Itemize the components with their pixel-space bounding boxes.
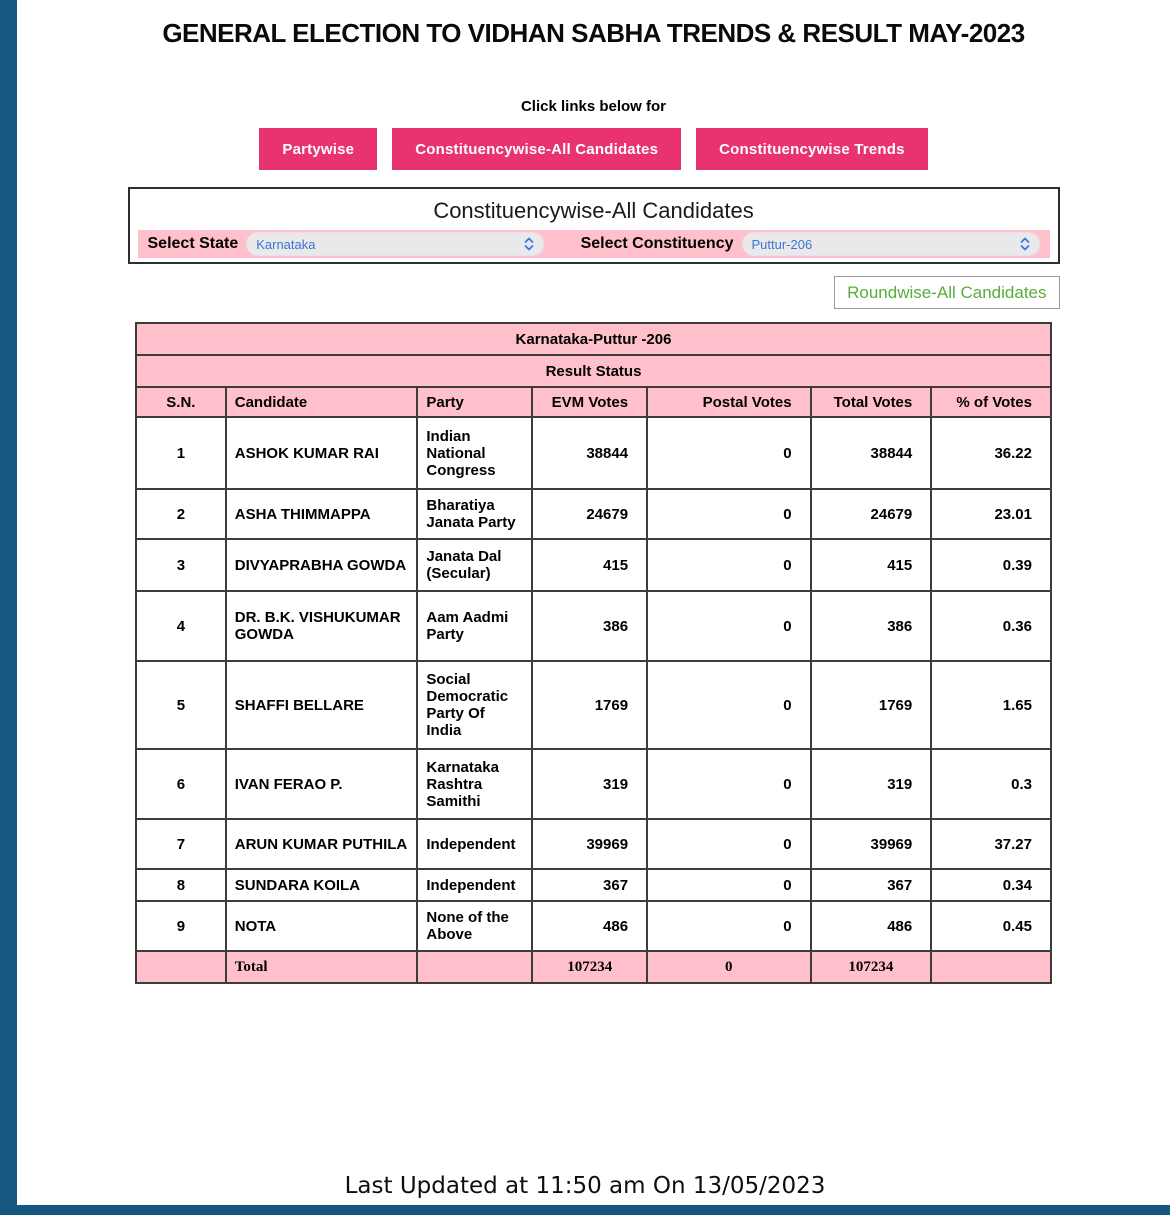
cell-party: Indian National Congress: [417, 417, 532, 489]
select-state-label: Select State: [147, 235, 239, 252]
cell-evm-votes: 39969: [532, 819, 647, 869]
cell-candidate: DR. B.K. VISHUKUMAR GOWDA: [226, 591, 418, 661]
cell-candidate: SUNDARA KOILA: [226, 869, 418, 901]
cell-party: Independent: [417, 819, 532, 869]
column-header-row: [136, 387, 1051, 417]
cell-sn: 3: [136, 539, 226, 591]
state-select-value: Karnataka: [256, 236, 316, 252]
cell-pct-votes: 0.34: [931, 869, 1051, 901]
cell-pct-votes: 0.3: [931, 749, 1051, 819]
cell-party: Bharatiya Janata Party: [417, 489, 532, 539]
cell-pct-votes: 1.65: [931, 661, 1051, 749]
bottom-accent-bar: [0, 1205, 1170, 1215]
cell-total-votes: 24679: [811, 489, 932, 539]
table-row: [136, 819, 1051, 869]
constituency-select[interactable]: [742, 232, 1040, 256]
cell-postal-votes: 0: [647, 417, 810, 489]
cell-postal-votes: 0: [647, 749, 810, 819]
total-pct-cell: [931, 951, 1051, 983]
chevron-up-down-icon: [1020, 236, 1030, 252]
cell-total-votes: 39969: [811, 819, 932, 869]
cell-postal-votes: 0: [647, 489, 810, 539]
click-links-caption: Click links below for: [520, 98, 667, 115]
cell-total-votes: 38844: [811, 417, 932, 489]
cell-sn: 4: [136, 591, 226, 661]
table-title-row: [136, 323, 1051, 355]
cell-evm-votes: 367: [532, 869, 647, 901]
total-evm-votes: 107234: [532, 951, 647, 983]
total-label: Total: [226, 951, 418, 983]
cell-total-votes: 367: [811, 869, 932, 901]
result-rows: [136, 417, 1051, 951]
table-title: Karnataka-Puttur -206: [136, 323, 1051, 355]
cell-postal-votes: 0: [647, 819, 810, 869]
cell-party: Karnataka Rashtra Samithi: [417, 749, 532, 819]
cell-sn: 2: [136, 489, 226, 539]
cell-candidate: IVAN FERAO P.: [226, 749, 418, 819]
cell-pct-votes: 36.22: [931, 417, 1051, 489]
cell-candidate: NOTA: [226, 901, 418, 951]
total-sn-cell: [136, 951, 226, 983]
cell-sn: 6: [136, 749, 226, 819]
cell-pct-votes: 23.01: [931, 489, 1051, 539]
cell-pct-votes: 37.27: [931, 819, 1051, 869]
col-header-evm-votes: EVM Votes: [532, 387, 647, 417]
constituencywise-trends-button[interactable]: Constituencywise Trends: [696, 128, 927, 170]
cell-pct-votes: 0.45: [931, 901, 1051, 951]
selection-panel: [128, 187, 1060, 264]
col-header-postal-votes: Postal Votes: [647, 387, 810, 417]
page-title: GENERAL ELECTION TO VIDHAN SABHA TRENDS & RESULT MAY-2023: [162, 18, 1025, 48]
cell-total-votes: 386: [811, 591, 932, 661]
constituency-select-value: Puttur-206: [751, 236, 813, 252]
col-header-pct-votes: % of Votes: [931, 387, 1051, 417]
col-header-total-votes: Total Votes: [811, 387, 932, 417]
constituencywise-all-candidates-button[interactable]: Constituencywise-All Candidates: [392, 128, 681, 170]
table-row: [136, 869, 1051, 901]
cell-postal-votes: 0: [647, 539, 810, 591]
total-party-cell: [417, 951, 532, 983]
table-row: [136, 591, 1051, 661]
cell-evm-votes: 486: [532, 901, 647, 951]
cell-sn: 9: [136, 901, 226, 951]
result-status-row: [136, 355, 1051, 387]
result-table: [135, 322, 1052, 984]
table-row: [136, 901, 1051, 951]
cell-party: Janata Dal (Secular): [417, 539, 532, 591]
col-header-sn: S.N.: [136, 387, 226, 417]
cell-party: Social Democratic Party Of India: [417, 661, 532, 749]
result-status-label: Result Status: [136, 355, 1051, 387]
roundwise-button-row: [128, 276, 1060, 309]
cell-evm-votes: 415: [532, 539, 647, 591]
select-bar: [138, 230, 1050, 258]
roundwise-all-candidates-button[interactable]: Roundwise-All Candidates: [834, 276, 1059, 309]
total-total-votes: 107234: [811, 951, 932, 983]
nav-buttons-row: [17, 128, 1170, 170]
table-row: [136, 417, 1051, 489]
left-accent-bar: [0, 0, 17, 1215]
col-header-party: Party: [417, 387, 532, 417]
cell-postal-votes: 0: [647, 591, 810, 661]
cell-postal-votes: 0: [647, 901, 810, 951]
cell-evm-votes: 386: [532, 591, 647, 661]
select-constituency-label: Select Constituency: [580, 235, 734, 252]
cell-sn: 1: [136, 417, 226, 489]
cell-party: None of the Above: [417, 901, 532, 951]
cell-pct-votes: 0.39: [931, 539, 1051, 591]
cell-sn: 5: [136, 661, 226, 749]
partywise-button[interactable]: Partywise: [259, 128, 377, 170]
cell-postal-votes: 0: [647, 869, 810, 901]
table-row: [136, 539, 1051, 591]
state-select[interactable]: [246, 232, 544, 256]
last-updated-text: Last Updated at 11:50 am On 13/05/2023: [344, 1173, 826, 1199]
cell-total-votes: 319: [811, 749, 932, 819]
col-header-candidate: Candidate: [226, 387, 418, 417]
total-row: [136, 951, 1051, 983]
cell-candidate: ARUN KUMAR PUTHILA: [226, 819, 418, 869]
cell-candidate: ASHA THIMMAPPA: [226, 489, 418, 539]
cell-total-votes: 1769: [811, 661, 932, 749]
panel-heading: Constituencywise-All Candidates: [433, 198, 754, 223]
cell-sn: 8: [136, 869, 226, 901]
table-row: [136, 661, 1051, 749]
total-postal-votes: 0: [647, 951, 810, 983]
cell-evm-votes: 38844: [532, 417, 647, 489]
cell-evm-votes: 1769: [532, 661, 647, 749]
table-row: [136, 749, 1051, 819]
cell-total-votes: 415: [811, 539, 932, 591]
cell-candidate: ASHOK KUMAR RAI: [226, 417, 418, 489]
cell-candidate: DIVYAPRABHA GOWDA: [226, 539, 418, 591]
chevron-up-down-icon: [524, 236, 534, 252]
table-row: [136, 489, 1051, 539]
cell-sn: 7: [136, 819, 226, 869]
cell-total-votes: 486: [811, 901, 932, 951]
cell-evm-votes: 319: [532, 749, 647, 819]
cell-candidate: SHAFFI BELLARE: [226, 661, 418, 749]
cell-postal-votes: 0: [647, 661, 810, 749]
cell-party: Independent: [417, 869, 532, 901]
cell-evm-votes: 24679: [532, 489, 647, 539]
cell-pct-votes: 0.36: [931, 591, 1051, 661]
cell-party: Aam Aadmi Party: [417, 591, 532, 661]
main-content: [17, 0, 1170, 984]
